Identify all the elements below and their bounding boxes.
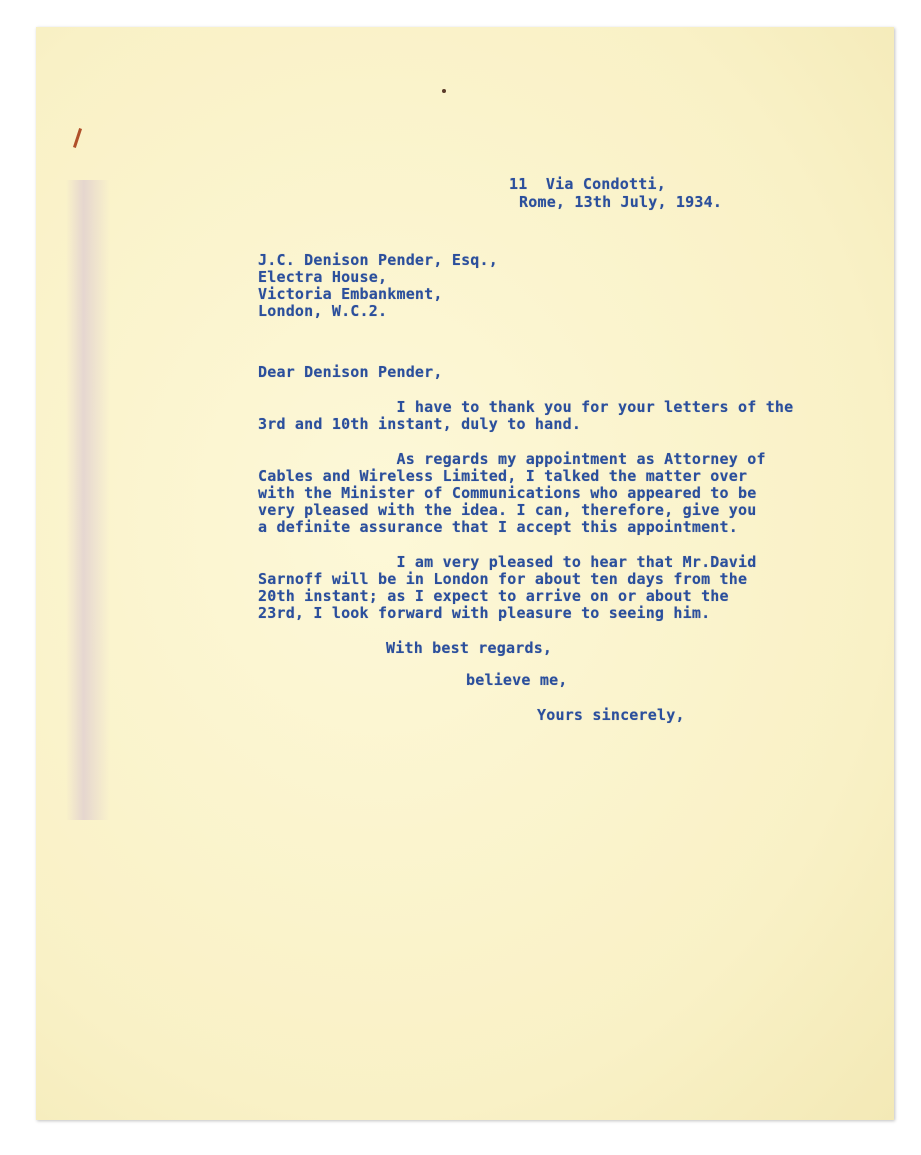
body-line: 23rd, I look forward with pleasure to seeing him.	[258, 604, 711, 622]
closing-believe: believe me,	[466, 671, 568, 689]
recipient-line: London, W.C.2.	[258, 302, 388, 320]
body-line: 20th instant; as I expect to arrive on or about the	[258, 587, 729, 605]
body-line: Cables and Wireless Limited, I talked the matter over	[258, 467, 748, 485]
purple-stain	[66, 180, 110, 820]
sender-address-line: 11 Via Condotti,	[509, 175, 666, 193]
body-line: with the Minister of Communications who appeared to be	[258, 484, 757, 502]
closing-signoff: Yours sincerely,	[537, 706, 685, 724]
ink-spot	[442, 89, 446, 93]
body-line: a definite assurance that I accept this appointment.	[258, 518, 738, 536]
closing-regards: With best regards,	[386, 639, 553, 657]
body-line: 3rd and 10th instant, duly to hand.	[258, 415, 582, 433]
body-line: Sarnoff will be in London for about ten days from the	[258, 570, 748, 588]
recipient-name: J.C. Denison Pender, Esq.,	[258, 251, 498, 269]
body-line: As regards my appointment as Attorney of	[258, 450, 766, 468]
body-line: I am very pleased to hear that Mr.David	[258, 553, 757, 571]
body-line: very pleased with the idea. I can, therefore, give you	[258, 501, 757, 519]
recipient-line: Electra House,	[258, 268, 388, 286]
body-line: I have to thank you for your letters of the	[258, 398, 794, 416]
date-line: Rome, 13th July, 1934.	[519, 193, 723, 211]
recipient-line: Victoria Embankment,	[258, 285, 443, 303]
salutation: Dear Denison Pender,	[258, 363, 443, 381]
